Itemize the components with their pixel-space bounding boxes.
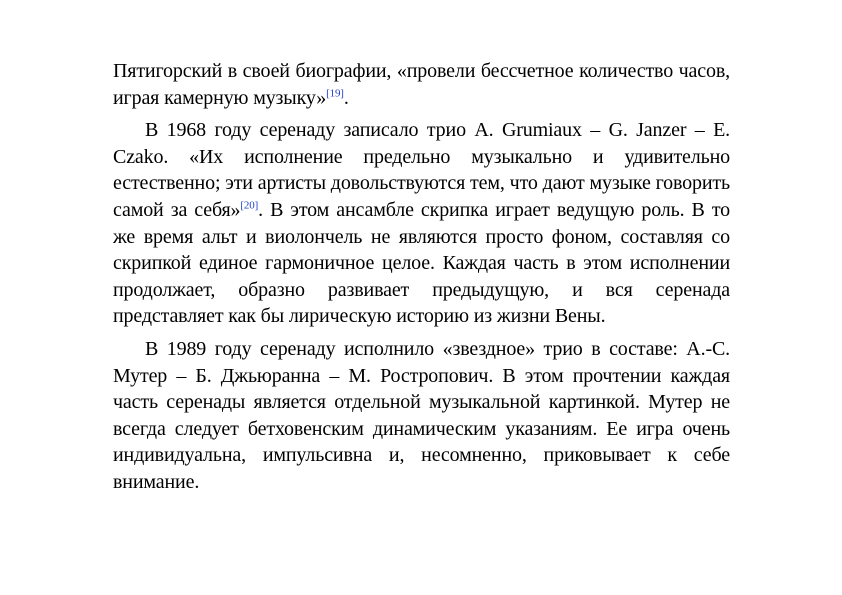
paragraph-2-text: В 1968 году серенаду записало трио A. Grumiaux – G. Janzer – E. Czako. «Их исполнение предельно музыкально и удивительно естественно; эти артисты довольствуются тем, что дают музыке говорить самой за себя» — [113, 119, 730, 221]
document-page — [113, 58, 730, 496]
paragraph-2-tail: . В этом ансамбле скрипка играет ведущую роль. В то же время альт и виолончель не являются просто фоном, составляя со скрипкой единое гармоничное целое. Каждая часть в этом исполнении продолжает, образно развивает предыдущую, и вся серенада представляет как бы лирическую историю из жизни Вены. — [113, 198, 730, 328]
paragraph-3-text: В 1989 году серенаду исполнило «звездное» трио в составе: А.-С. Мутер – Б. Джьюранна – М. Ростропович. В этом прочтении каждая часть серенады является отдельной музыкальной картинкой. Мутер не всегда следует бетховенским динамическим указаниям. Ее игра очень индивидуальна, импульсивна и, несомненно, приковывает к себе внимание. — [113, 337, 730, 493]
paragraph-2 — [113, 117, 730, 330]
paragraph-1-tail: . — [343, 86, 349, 109]
footnote-link-19[interactable]: [19] — [326, 86, 344, 99]
paragraph-1-text: Пятигорский в своей биографии, «провели бессчетное количество часов, играя камерную музыку» — [113, 60, 730, 109]
paragraph-1 — [113, 58, 730, 111]
footnote-link-20[interactable]: [20] — [240, 199, 259, 212]
paragraph-3 — [113, 336, 730, 496]
